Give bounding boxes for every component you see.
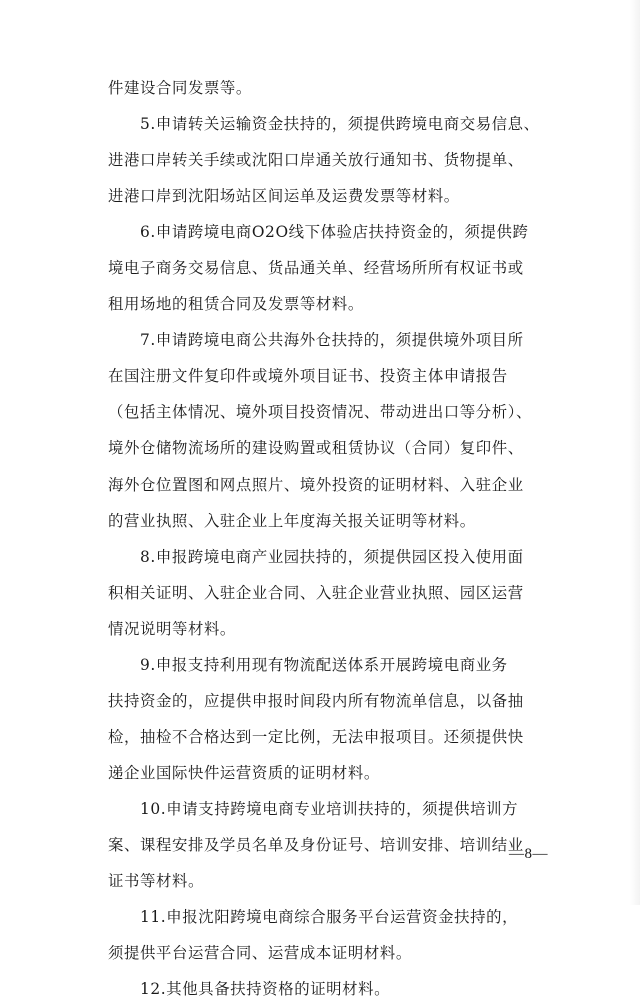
text-line: 进港口岸到沈阳场站区间运单及运费发票等材料。 — [108, 187, 460, 206]
text-line: 5.申请转关运输资金扶持的，须提供跨境电商交易信息、 — [140, 115, 540, 134]
text-line: 扶持资金的，应提供申报时间段内所有物流单信息，以备抽 — [108, 691, 524, 710]
document-body — [108, 70, 578, 1007]
text-line: 的营业执照、入驻企业上年度海关报关证明等材料。 — [108, 511, 476, 530]
text-line: 海外仓位置图和网点照片、境外投资的证明材料、入驻企业 — [108, 475, 524, 494]
text-line: 检，抽检不合格达到一定比例，无法申报项目。还须提供快 — [108, 727, 524, 746]
text-line: 境电子商务交易信息、货品通关单、经营场所所有权证书或 — [108, 259, 524, 278]
text-line: 案、课程安排及学员名单及身份证号、培训安排、培训结业 — [108, 835, 524, 854]
text-line: 境外仓储物流场所的建设购置或租赁协议（合同）复印件、 — [108, 439, 524, 458]
text-line: 进港口岸转关手续或沈阳口岸通关放行通知书、货物提单、 — [108, 151, 524, 170]
text-line: （包括主体情况、境外项目投资情况、带动进出口等分析）、 — [108, 403, 533, 422]
text-line: 递企业国际快件运营资质的证明材料。 — [108, 763, 380, 782]
text-line: 租用场地的租赁合同及发票等材料。 — [108, 295, 364, 314]
text-line: 情况说明等材料。 — [108, 619, 236, 638]
text-line: 8.申报跨境电商产业园扶持的，须提供园区投入使用面 — [140, 547, 524, 566]
scan-edge-shadow — [630, 0, 640, 905]
text-line: 7.申请跨境电商公共海外仓扶持的，须提供境外项目所 — [140, 331, 524, 350]
text-line: 积相关证明、入驻企业合同、入驻企业营业执照、园区运营 — [108, 583, 524, 602]
text-line: 在国注册文件复印件或境外项目证书、投资主体申请报告 — [108, 367, 508, 386]
text-line: 证书等材料。 — [108, 872, 204, 891]
text-line: 10.申请支持跨境电商专业培训扶持的，须提供培训方 — [140, 799, 519, 818]
text-line: 件建设合同发票等。 — [108, 79, 252, 97]
page-number: —8— — [509, 846, 548, 862]
text-line: 9.申报支持利用现有物流配送体系开展跨境电商业务 — [140, 655, 508, 674]
text-line: 须提供平台运营合同、运营成本证明材料。 — [108, 944, 412, 963]
text-line: 12.其他具备扶持资格的证明材料。 — [140, 980, 391, 999]
text-line: 6.申请跨境电商O2O线下体验店扶持资金的，须提供跨 — [140, 223, 529, 242]
text-line: 11.申报沈阳跨境电商综合服务平台运营资金扶持的， — [140, 908, 519, 927]
